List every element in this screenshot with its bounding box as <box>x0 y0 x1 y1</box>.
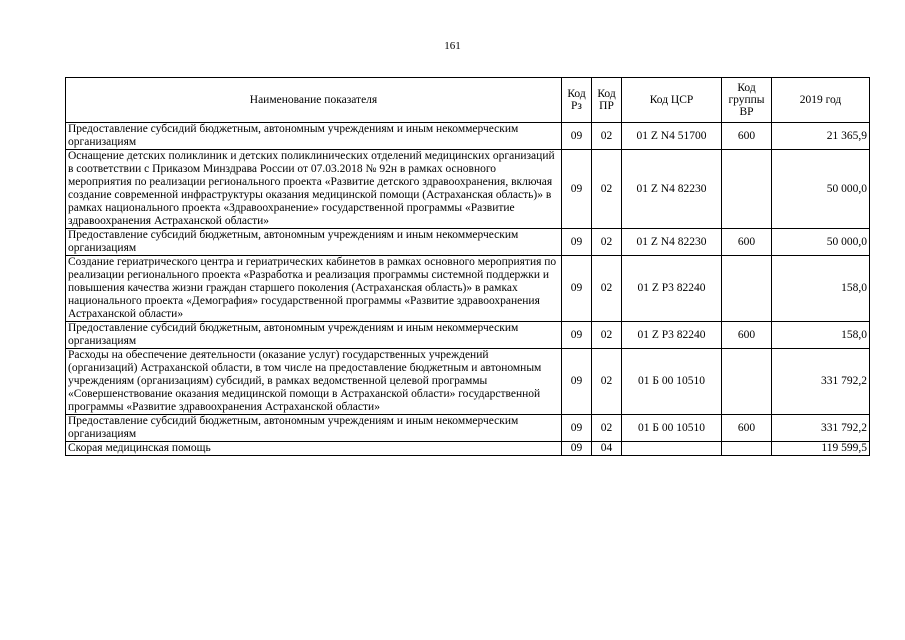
header-pr-line1: Код <box>597 88 616 100</box>
row-amount: 158,0 <box>772 322 870 349</box>
row-pr: 02 <box>592 256 622 322</box>
table-row <box>66 442 870 456</box>
row-name: Скорая медицинская помощь <box>66 442 562 456</box>
row-amount: 21 365,9 <box>772 123 870 150</box>
header-vr-line2: группы <box>728 94 765 106</box>
row-csr: 01 Б 00 10510 <box>622 415 722 442</box>
row-vr: 600 <box>722 322 772 349</box>
budget-table <box>65 77 870 456</box>
row-vr <box>722 442 772 456</box>
row-vr: 600 <box>722 415 772 442</box>
row-pr: 02 <box>592 229 622 256</box>
header-vr-line3: ВР <box>739 106 754 118</box>
header-year: 2019 год <box>772 78 870 123</box>
row-pr: 02 <box>592 322 622 349</box>
table-row <box>66 322 870 349</box>
row-rz: 09 <box>562 415 592 442</box>
header-csr: Код ЦСР <box>622 78 722 123</box>
row-pr: 02 <box>592 150 622 229</box>
row-name: Предоставление субсидий бюджетным, автономным учреждениям и иным некоммерческим организациям <box>66 415 562 442</box>
header-pr-line2: ПР <box>599 100 614 112</box>
row-csr: 01 Б 00 10510 <box>622 349 722 415</box>
header-vr-line1: Код <box>737 82 756 94</box>
header-rz <box>562 78 592 123</box>
row-amount: 331 792,2 <box>772 349 870 415</box>
row-amount: 119 599,5 <box>772 442 870 456</box>
row-amount: 50 000,0 <box>772 150 870 229</box>
row-pr: 04 <box>592 442 622 456</box>
row-name: Предоставление субсидий бюджетным, автономным учреждениям и иным некоммерческим организациям <box>66 123 562 150</box>
row-amount: 331 792,2 <box>772 415 870 442</box>
table-row <box>66 349 870 415</box>
row-amount: 50 000,0 <box>772 229 870 256</box>
row-pr: 02 <box>592 415 622 442</box>
row-vr <box>722 150 772 229</box>
row-pr: 02 <box>592 349 622 415</box>
row-rz: 09 <box>562 229 592 256</box>
row-csr <box>622 442 722 456</box>
row-pr: 02 <box>592 123 622 150</box>
row-csr: 01 Z N4 82230 <box>622 150 722 229</box>
row-rz: 09 <box>562 123 592 150</box>
row-csr: 01 Z N4 82230 <box>622 229 722 256</box>
row-name: Расходы на обеспечение деятельности (оказание услуг) государственных учреждений (организаций) Астраханской области, в том числе на предоставление бюджетным и автономным учреждениям (организациям) субсидий, в рамках ведомственной целевой программы «Совершенствование оказания медицинской помощи в Астраханской области» государственной программы «Развитие здравоохранения Астраханской области» <box>66 349 562 415</box>
row-vr: 600 <box>722 123 772 150</box>
header-name: Наименование показателя <box>66 78 562 123</box>
header-vr <box>722 78 772 123</box>
row-csr: 01 Z P3 82240 <box>622 256 722 322</box>
header-rz-line2: Рз <box>571 100 582 112</box>
row-vr: 600 <box>722 229 772 256</box>
header-pr <box>592 78 622 123</box>
row-name: Предоставление субсидий бюджетным, автономным учреждениям и иным некоммерческим организациям <box>66 229 562 256</box>
row-name: Оснащение детских поликлиник и детских поликлинических отделений медицинских организаций в соответствии с Приказом Минздрава России от 07.03.2018 № 92н в рамках основного мероприятия по реализации регионального проекта «Развитие детского здравоохранения, включая создание современной инфраструктуры оказания медицинской помощи (Астраханская область)» в рамках национального проекта «Здравоохранение» государственной программы «Развитие здравоохранения Астраханской области» <box>66 150 562 229</box>
row-rz: 09 <box>562 442 592 456</box>
row-vr <box>722 349 772 415</box>
table-row <box>66 256 870 322</box>
row-amount: 158,0 <box>772 256 870 322</box>
table-row <box>66 229 870 256</box>
table-row <box>66 123 870 150</box>
table-row <box>66 150 870 229</box>
row-vr <box>722 256 772 322</box>
row-rz: 09 <box>562 322 592 349</box>
row-csr: 01 Z N4 51700 <box>622 123 722 150</box>
page-number: 161 <box>444 40 461 52</box>
row-name: Создание гериатрического центра и гериатрических кабинетов в рамках основного мероприятия по реализации регионального проекта «Разработка и реализация программы системной поддержки и повышения качества жизни граждан старшего поколения (Астраханская область)» в рамках национального проекта «Демография» государственной программы «Развитие здравоохранения Астраханской области» <box>66 256 562 322</box>
row-rz: 09 <box>562 150 592 229</box>
table-header-row <box>66 78 870 123</box>
table-row <box>66 415 870 442</box>
row-rz: 09 <box>562 349 592 415</box>
header-rz-line1: Код <box>567 88 586 100</box>
row-rz: 09 <box>562 256 592 322</box>
row-name: Предоставление субсидий бюджетным, автономным учреждениям и иным некоммерческим организациям <box>66 322 562 349</box>
row-csr: 01 Z P3 82240 <box>622 322 722 349</box>
